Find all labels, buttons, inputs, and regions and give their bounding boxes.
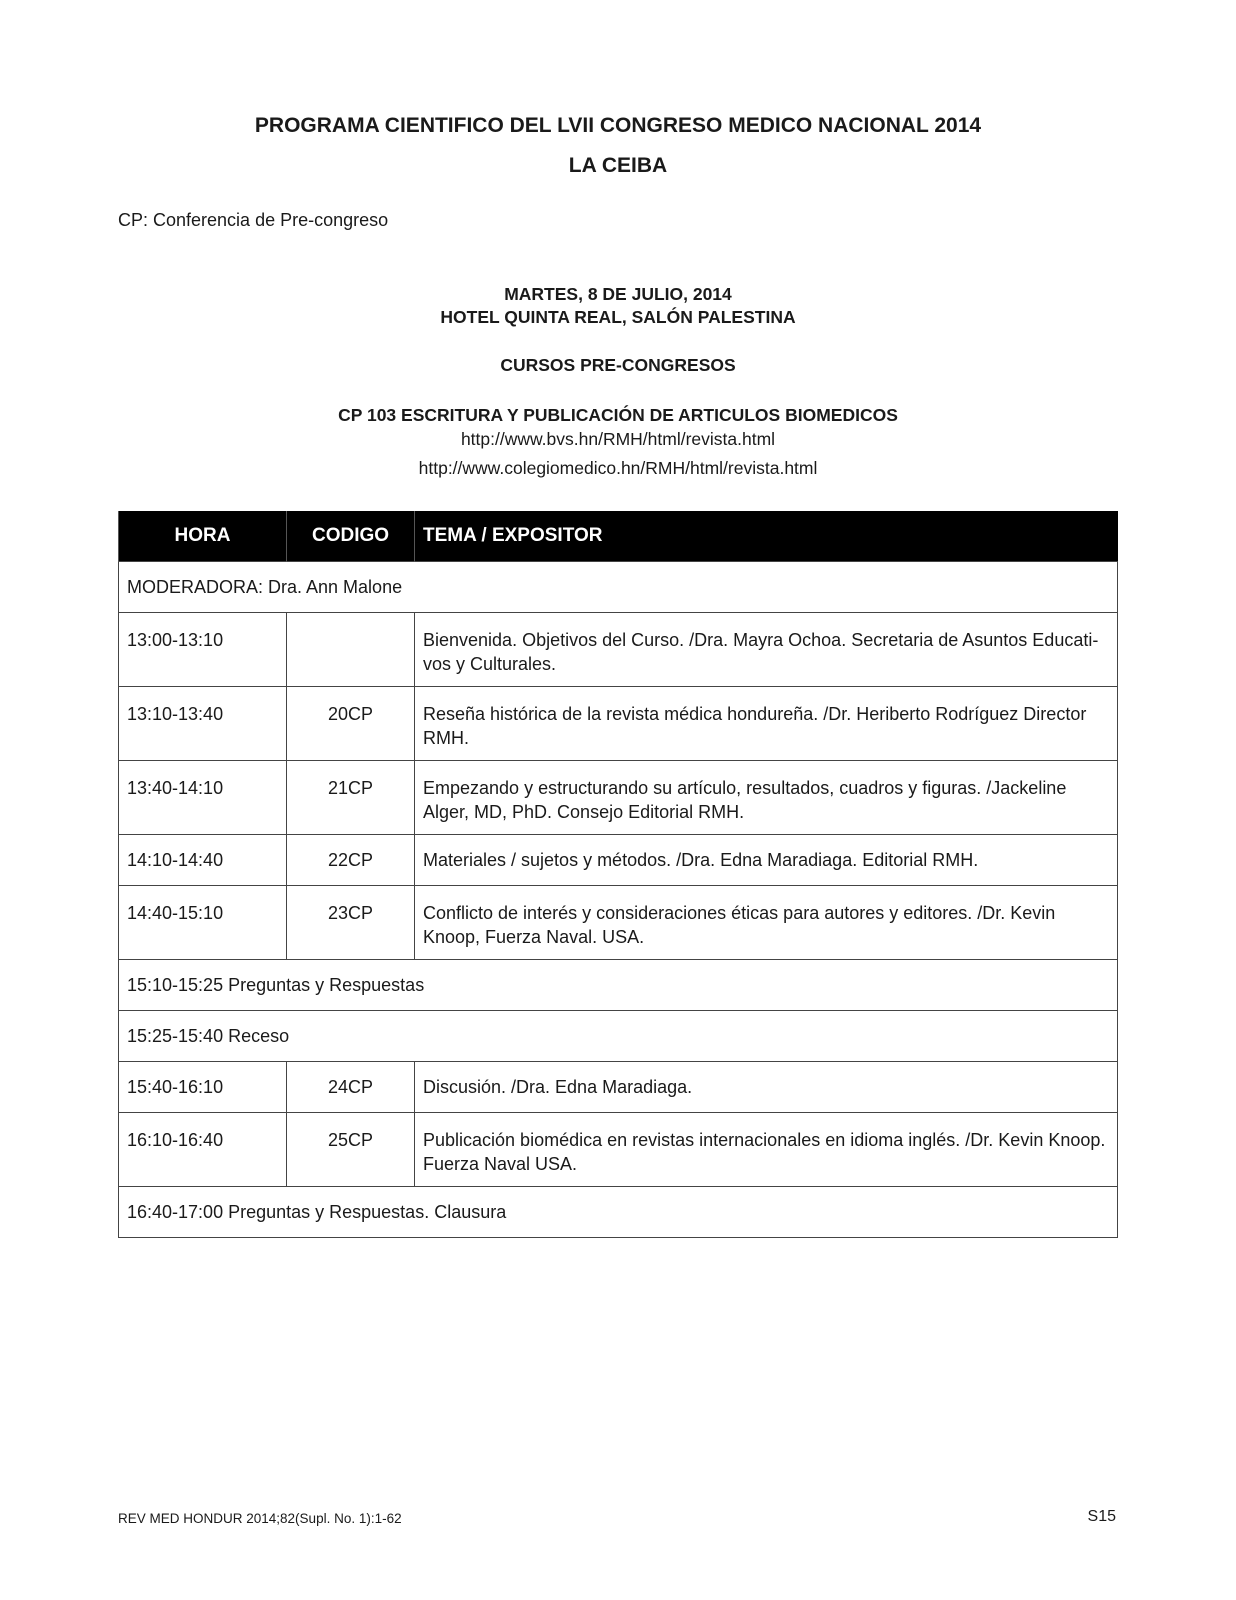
tema-cell: Materiales / sujetos y métodos. /Dra. Edna Maradiaga. Editorial RMH.: [415, 835, 1118, 886]
abbreviation-legend: CP: Conferencia de Pre-congreso: [118, 210, 389, 230]
tema-cell: Discusión. /Dra. Edna Maradiaga.: [415, 1062, 1118, 1113]
tema-cell: Empezando y estructurando su artículo, resultados, cuadros y figuras. /Jackeline Alger, MD, PhD. Consejo Editorial RMH.: [415, 761, 1118, 835]
course-url-2[interactable]: http://www.colegiomedico.hn/RMH/html/revista.html: [418, 458, 818, 478]
break-row: [119, 1011, 1118, 1062]
column-header-hora: HORA: [119, 511, 287, 562]
session-date: MARTES, 8 DE JULIO, 2014: [504, 284, 732, 304]
page-subtitle: LA CEIBA: [568, 154, 668, 177]
break-cell: 15:10-15:25 Preguntas y Respuestas: [119, 960, 1118, 1011]
column-header-tema: TEMA / EXPOSITOR: [415, 511, 1118, 562]
tema-cell: Reseña histórica de la revista médica hondureña. /Dr. Heriberto Rodríguez Director RMH.: [415, 687, 1118, 761]
page-title: PROGRAMA CIENTIFICO DEL LVII CONGRESO MEDICO NACIONAL 2014: [254, 114, 982, 137]
break-row: [119, 960, 1118, 1011]
hora-cell: 14:40-15:10: [119, 886, 287, 960]
table-row: [119, 835, 1118, 886]
closing-cell: 16:40-17:00 Preguntas y Respuestas. Clausura: [119, 1187, 1118, 1238]
journal-citation: REV MED HONDUR 2014;82(Supl. No. 1):1-62: [118, 1511, 402, 1526]
codigo-cell: 21CP: [287, 761, 415, 835]
hora-cell: 13:10-13:40: [119, 687, 287, 761]
page-number: S15: [1087, 1508, 1116, 1525]
moderator-row: [119, 562, 1118, 613]
hora-cell: 13:00-13:10: [119, 613, 287, 687]
codigo-cell: 22CP: [287, 835, 415, 886]
table-header-row: [119, 511, 1118, 562]
table-row: [119, 886, 1118, 960]
session-venue: HOTEL QUINTA REAL, SALÓN PALESTINA: [440, 307, 796, 327]
codigo-cell: [287, 613, 415, 687]
table-row: [119, 687, 1118, 761]
session-category: CURSOS PRE-CONGRESOS: [500, 355, 736, 375]
course-url-1[interactable]: http://www.bvs.hn/RMH/html/revista.html: [460, 429, 776, 449]
tema-cell: Conflicto de interés y consideraciones éticas para autores y editores. /Dr. Kevin Knoop, Fuerza Naval. USA.: [415, 886, 1118, 960]
table-row: [119, 761, 1118, 835]
table-row: [119, 1062, 1118, 1113]
codigo-cell: 25CP: [287, 1113, 415, 1187]
course-title: CP 103 ESCRITURA Y PUBLICACIÓN DE ARTICULOS BIOMEDICOS: [338, 405, 898, 425]
column-header-codigo: CODIGO: [287, 511, 415, 562]
hora-cell: 16:10-16:40: [119, 1113, 287, 1187]
hora-cell: 15:40-16:10: [119, 1062, 287, 1113]
codigo-cell: 24CP: [287, 1062, 415, 1113]
codigo-cell: 23CP: [287, 886, 415, 960]
tema-cell: Publicación biomédica en revistas internacionales en idioma inglés. /Dr. Kevin Knoop. Fuerza Naval USA.: [415, 1113, 1118, 1187]
closing-row: [119, 1187, 1118, 1238]
schedule-table: [118, 511, 1118, 1238]
codigo-cell: 20CP: [287, 687, 415, 761]
moderator-cell: MODERADORA: Dra. Ann Malone: [119, 562, 1118, 613]
hora-cell: 13:40-14:10: [119, 761, 287, 835]
break-cell: 15:25-15:40 Receso: [119, 1011, 1118, 1062]
hora-cell: 14:10-14:40: [119, 835, 287, 886]
table-row: [119, 1113, 1118, 1187]
table-row: [119, 613, 1118, 687]
tema-cell: Bienvenida. Objetivos del Curso. /Dra. Mayra Ochoa. Secretaria de Asuntos Educati-vos y Culturales.: [415, 613, 1118, 687]
